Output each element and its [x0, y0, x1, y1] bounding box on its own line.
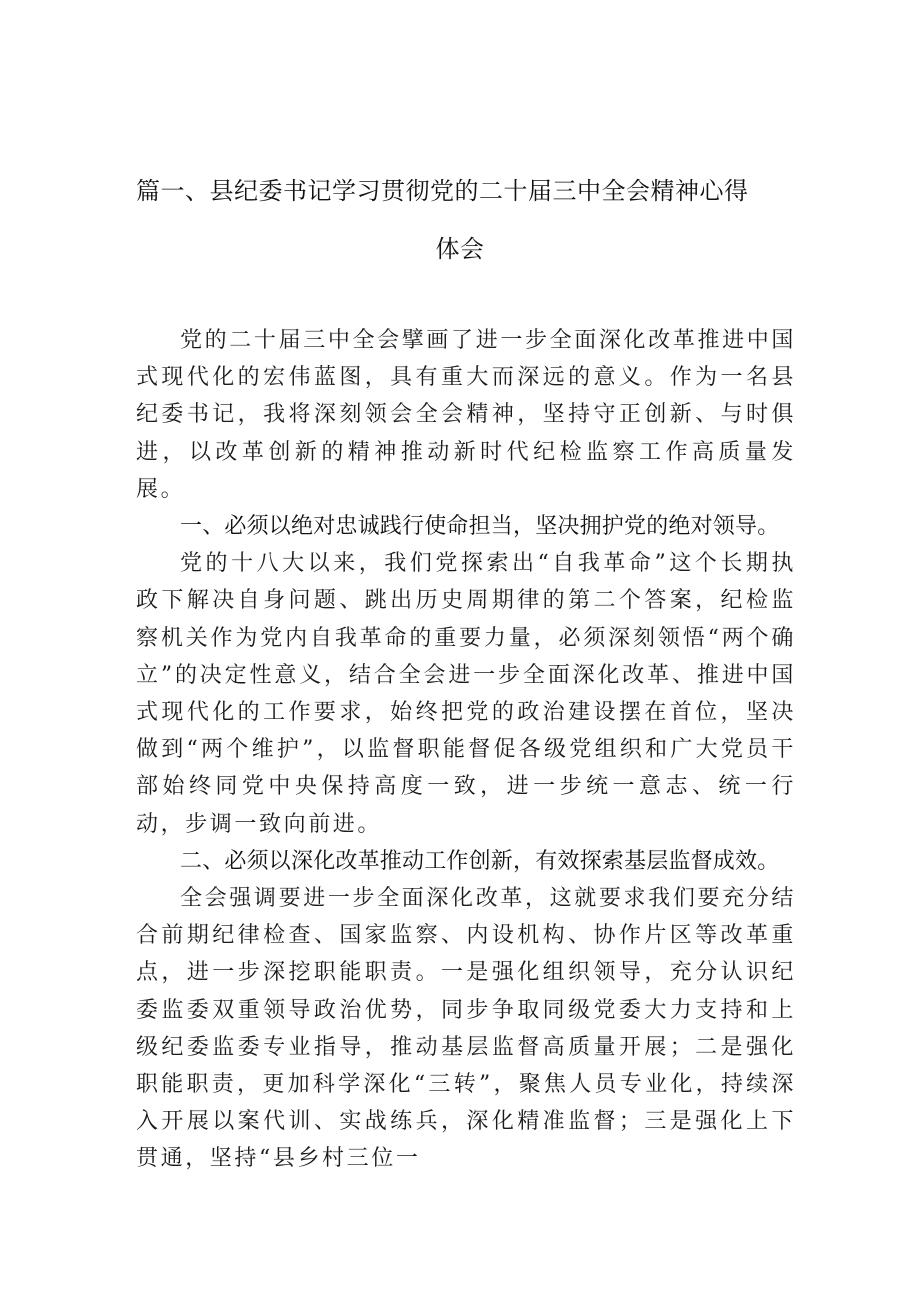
- section-2-paragraph: 全会强调要进一步全面深化改革，这就要求我们要充分结合前期纪律检查、国家监察、内设机构、协作片区等改革重点，进一步深挖职能职责。一是强化组织领导，充分认识纪委监委双重领导政治优势，同步争取同级党委大力支持和上级纪委监委专业指导，推动基层监督高质量开展；二是强化职能职责，更加科学深化“三转”，聚焦人员专业化，持续深入开展以案代训、实战练兵，深化精准监督；三是强化上下贯通，坚持“县乡村三位一: [136, 886, 796, 1172]
- document-title-line-2: 体会: [435, 235, 485, 263]
- section-1-paragraph: 党的十八大以来，我们党探索出“自我革命”这个长期执政下解决自身问题、跳出历史周期律的第二个答案，纪检监察机关作为党内自我革命的重要力量，必须深刻领悟“两个确立”的决定性意义，结合全会进一步全面深化改革、推进中国式现代化的工作要求，始终把党的政治建设摆在首位，坚决做到“两个维护”，以监督职能督促各级党组织和广大党员干部始终同党中央保持高度一致，进一步统一意志、统一行动，步调一致向前进。: [136, 551, 796, 837]
- section-1-heading: 一、必须以绝对忠诚践行使命担当，坚决拥护党的绝对领导。: [180, 514, 780, 540]
- document-body: [136, 322, 796, 1178]
- document-title-line-1: 篇一、县纪委书记学习贯彻党的二十届三中全会精神心得: [136, 177, 749, 205]
- intro-paragraph: 党的二十届三中全会擘画了进一步全面深化改革推进中国式现代化的宏伟蓝图，具有重大而深远的意义。作为一名县纪委书记，我将深刻领会全会精神，坚持守正创新、与时俱进，以改革创新的精神推动新时代纪检监察工作高质量发展。: [136, 328, 796, 502]
- section-2-heading: 二、必须以深化改革推动工作创新，有效探索基层监督成效。: [180, 848, 780, 874]
